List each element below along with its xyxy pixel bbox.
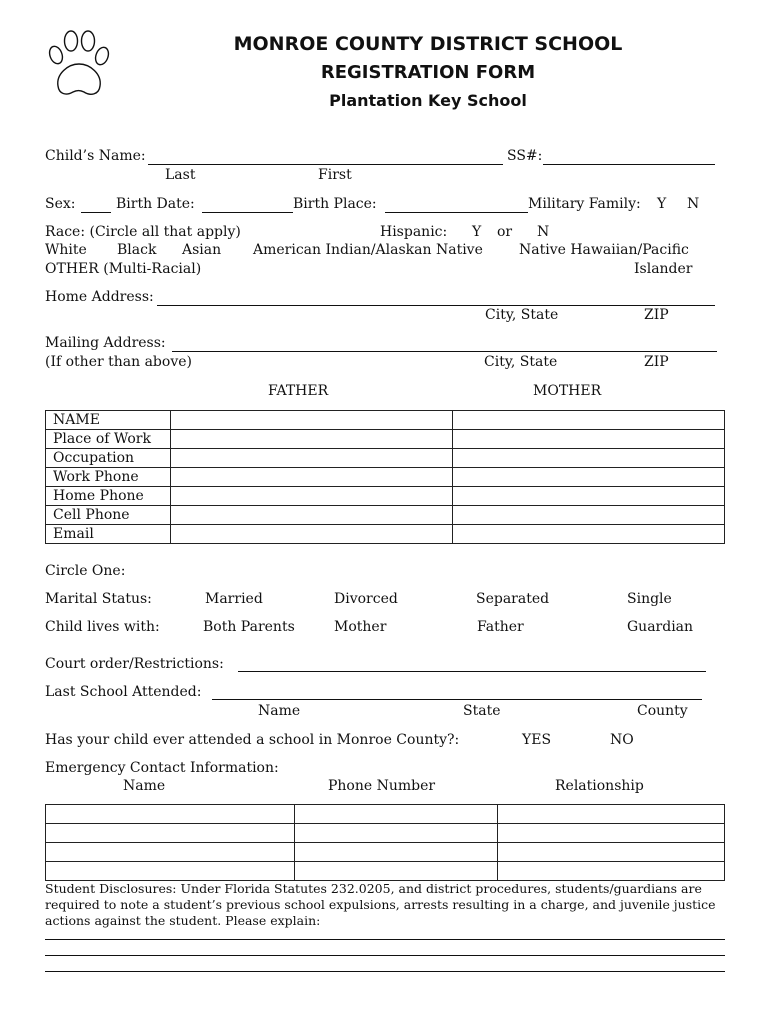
court-order-label: Court order/Restrictions: xyxy=(45,656,224,672)
parents-row-label: Place of Work xyxy=(46,430,171,449)
sex-label: Sex: xyxy=(45,196,76,212)
cell[interactable] xyxy=(294,843,498,862)
explain-line-1[interactable] xyxy=(45,939,725,940)
parents-row-label: Cell Phone xyxy=(46,506,171,525)
mother-value-cell[interactable] xyxy=(453,525,725,544)
emergency-row xyxy=(46,843,725,862)
parents-row xyxy=(46,411,725,430)
cell[interactable] xyxy=(46,862,295,881)
birth-place-label: Birth Place: xyxy=(293,196,377,212)
last-school-field[interactable] xyxy=(212,699,702,700)
hispanic-or: or xyxy=(497,224,513,240)
race-other-option[interactable]: OTHER (Multi-Racial) xyxy=(45,261,202,277)
cell[interactable] xyxy=(498,805,725,824)
disclosure-line-2: required to note a student’s previous school expulsions, arrests resulting in a charge, and juvenile justice xyxy=(45,897,716,912)
race-label: Race: (Circle all that apply) xyxy=(45,224,241,240)
emergency-row xyxy=(46,805,725,824)
city-state-caption-2: City, State xyxy=(484,354,558,370)
lives-with-option[interactable]: Father xyxy=(477,619,524,635)
hispanic-label: Hispanic: xyxy=(380,224,448,240)
mailing-note: (If other than above) xyxy=(45,354,192,370)
parents-row-label: Email xyxy=(46,525,171,544)
child-lives-with-label: Child lives with: xyxy=(45,619,160,635)
father-value-cell[interactable] xyxy=(170,506,453,525)
mailing-address-field[interactable] xyxy=(172,351,717,352)
race-black-option[interactable]: Black xyxy=(117,242,157,258)
mother-value-cell[interactable] xyxy=(453,468,725,487)
emergency-row xyxy=(46,824,725,843)
cell[interactable] xyxy=(498,824,725,843)
mother-value-cell[interactable] xyxy=(453,430,725,449)
hispanic-n-option[interactable]: N xyxy=(537,224,550,240)
explain-line-3[interactable] xyxy=(45,971,725,972)
last-school-label: Last School Attended: xyxy=(45,684,202,700)
father-value-cell[interactable] xyxy=(170,487,453,506)
emergency-name-heading: Name xyxy=(123,778,166,794)
race-islander-text: Islander xyxy=(634,261,693,277)
home-address-label: Home Address: xyxy=(45,289,154,305)
cell[interactable] xyxy=(498,843,725,862)
home-address-field[interactable] xyxy=(157,305,715,306)
mother-value-cell[interactable] xyxy=(453,449,725,468)
monroe-question: Has your child ever attended a school in Monroe County?: xyxy=(45,732,460,748)
court-order-field[interactable] xyxy=(238,671,706,672)
cell[interactable] xyxy=(46,805,295,824)
race-hawaiian-option[interactable]: Native Hawaiian/Pacific xyxy=(519,242,689,258)
cell[interactable] xyxy=(46,824,295,843)
last-caption: Last xyxy=(165,167,196,183)
emergency-row xyxy=(46,862,725,881)
parents-row-label: NAME xyxy=(46,411,171,430)
lives-with-option[interactable]: Guardian xyxy=(627,619,694,635)
first-caption: First xyxy=(318,167,352,183)
father-heading: FATHER xyxy=(268,383,329,399)
father-value-cell[interactable] xyxy=(170,468,453,487)
military-y-option[interactable]: Y xyxy=(657,196,667,212)
lives-with-option[interactable]: Mother xyxy=(334,619,387,635)
birth-date-label: Birth Date: xyxy=(116,196,195,212)
marital-option[interactable]: Married xyxy=(205,591,263,607)
sex-field[interactable] xyxy=(81,212,111,213)
cell[interactable] xyxy=(294,805,498,824)
last-school-state-caption: State xyxy=(463,703,501,719)
child-name-label: Child’s Name: xyxy=(45,148,146,164)
emergency-contact-label: Emergency Contact Information: xyxy=(45,760,279,776)
father-value-cell[interactable] xyxy=(170,430,453,449)
parents-row xyxy=(46,525,725,544)
lives-with-option[interactable]: Both Parents xyxy=(203,619,295,635)
emergency-phone-heading: Phone Number xyxy=(328,778,436,794)
mailing-address-label: Mailing Address: xyxy=(45,335,166,351)
mother-value-cell[interactable] xyxy=(453,506,725,525)
last-school-county-caption: County xyxy=(637,703,688,719)
ss-field[interactable] xyxy=(543,164,715,165)
zip-caption-2: ZIP xyxy=(644,354,669,370)
zip-caption: ZIP xyxy=(644,307,669,323)
race-american-indian-option[interactable]: American Indian/Alaskan Native xyxy=(253,242,483,258)
parents-row xyxy=(46,430,725,449)
father-value-cell[interactable] xyxy=(170,449,453,468)
race-white-option[interactable]: White xyxy=(45,242,87,258)
race-asian-option[interactable]: Asian xyxy=(182,242,222,258)
cell[interactable] xyxy=(498,862,725,881)
parents-row xyxy=(46,487,725,506)
school-name: Plantation Key School xyxy=(329,91,527,110)
mother-value-cell[interactable] xyxy=(453,411,725,430)
cell[interactable] xyxy=(294,824,498,843)
parents-row xyxy=(46,468,725,487)
military-family-label: Military Family: xyxy=(528,196,641,212)
birth-place-field[interactable] xyxy=(385,212,528,213)
form-subtitle-registration: REGISTRATION FORM xyxy=(320,62,536,83)
circle-one-label: Circle One: xyxy=(45,563,126,579)
birth-date-field[interactable] xyxy=(202,212,293,213)
parents-row-label: Work Phone xyxy=(46,468,171,487)
marital-option[interactable]: Single xyxy=(627,591,672,607)
marital-option[interactable]: Divorced xyxy=(334,591,398,607)
father-value-cell[interactable] xyxy=(170,525,453,544)
explain-line-2[interactable] xyxy=(45,955,725,956)
form-title: MONROE COUNTY DISTRICT SCHOOL xyxy=(233,33,623,55)
disclosure-line-1: Student Disclosures: Under Florida Statutes 232.0205, and district procedures, students/guardians are xyxy=(45,881,702,896)
ss-label: SS#: xyxy=(507,148,543,164)
parents-table xyxy=(45,410,725,544)
monroe-yes-option[interactable]: YES xyxy=(522,732,552,748)
marital-status-label: Marital Status: xyxy=(45,591,152,607)
marital-option[interactable]: Separated xyxy=(476,591,550,607)
city-state-caption: City, State xyxy=(485,307,559,323)
emergency-table xyxy=(45,804,725,881)
disclosure-line-3: actions against the student. Please explain: xyxy=(45,913,321,928)
parents-row-label: Home Phone xyxy=(46,487,171,506)
cell[interactable] xyxy=(294,862,498,881)
military-n-option[interactable]: N xyxy=(687,196,700,212)
cell[interactable] xyxy=(46,843,295,862)
last-school-name-caption: Name xyxy=(258,703,301,719)
emergency-relationship-heading: Relationship xyxy=(555,778,644,794)
monroe-no-option[interactable]: NO xyxy=(610,732,634,748)
hispanic-y-option[interactable]: Y xyxy=(472,224,482,240)
child-name-field[interactable] xyxy=(148,164,503,165)
father-value-cell[interactable] xyxy=(170,411,453,430)
parents-row xyxy=(46,506,725,525)
mother-heading: MOTHER xyxy=(533,383,602,399)
parents-row xyxy=(46,449,725,468)
mother-value-cell[interactable] xyxy=(453,487,725,506)
parents-row-label: Occupation xyxy=(46,449,171,468)
